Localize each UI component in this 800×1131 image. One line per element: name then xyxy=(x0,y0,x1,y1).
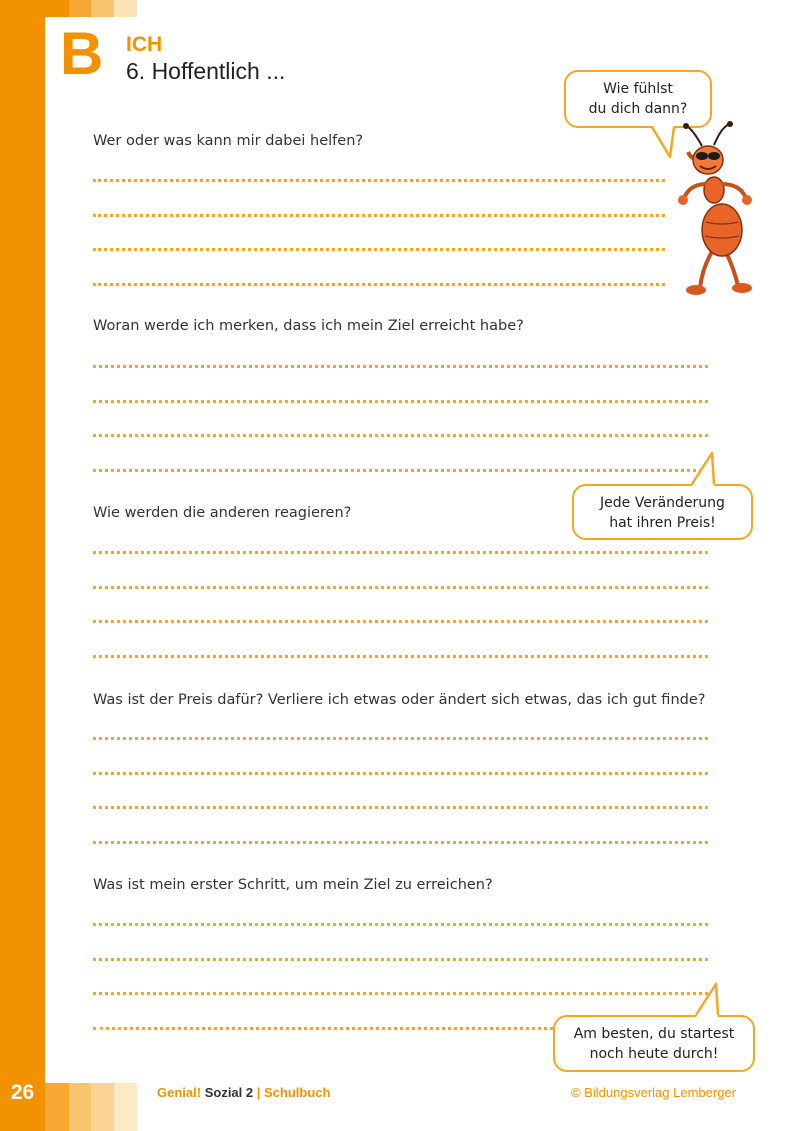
chapter-letter: B xyxy=(60,20,104,87)
question-text: Was ist der Preis dafür? Verliere ich etwas oder ändert sich etwas, das ich gut finde? xyxy=(93,692,706,708)
answer-line[interactable] xyxy=(93,958,708,961)
top-strip-segment xyxy=(69,0,91,17)
bottom-strip-segment xyxy=(114,1083,137,1131)
answer-line[interactable] xyxy=(93,772,708,775)
footer-brand: Genial! xyxy=(157,1085,202,1100)
bubble-text-line: du dich dann? xyxy=(588,101,688,117)
page-number: 26 xyxy=(10,1081,35,1104)
speech-bubble-bottom xyxy=(553,1015,755,1072)
answer-line[interactable] xyxy=(93,992,708,995)
footer-book-type: Schulbuch xyxy=(264,1085,331,1100)
answer-line[interactable] xyxy=(93,620,708,623)
answer-line[interactable] xyxy=(93,179,665,182)
bubble-text-line: hat ihren Preis! xyxy=(609,515,716,531)
bubble-text-line: Jede Veränderung xyxy=(600,495,725,511)
answer-line[interactable] xyxy=(93,806,708,809)
answer-line[interactable] xyxy=(93,586,708,589)
footer-separator: | xyxy=(256,1085,261,1100)
speech-bubble-tail xyxy=(692,982,722,1018)
left-sidebar-bar xyxy=(0,0,45,1131)
page-title: 6. Hoffentlich ... xyxy=(126,58,286,84)
answer-line[interactable] xyxy=(93,283,665,286)
footer-book-title xyxy=(157,1085,330,1100)
bottom-strip-segment xyxy=(45,1083,69,1131)
bubble-text-line: Am besten, du startest xyxy=(573,1026,735,1042)
answer-line[interactable] xyxy=(93,400,708,403)
top-strip-segment xyxy=(114,0,137,17)
bottom-strip-segment xyxy=(91,1083,114,1131)
question-text: Was ist mein erster Schritt, um mein Ziel zu erreichen? xyxy=(93,877,493,893)
footer-product: Sozial 2 xyxy=(204,1085,254,1100)
top-strip-segment xyxy=(45,0,69,17)
answer-line[interactable] xyxy=(93,469,708,472)
answer-line[interactable] xyxy=(93,248,665,251)
answer-line[interactable] xyxy=(93,1027,553,1030)
bottom-strip-segment xyxy=(69,1083,91,1131)
answer-line[interactable] xyxy=(93,841,708,844)
bubble-text-line: noch heute durch! xyxy=(589,1046,719,1062)
ant-mascot-illustration xyxy=(662,118,762,298)
bubble-text-line: Wie fühlst xyxy=(603,81,673,97)
top-strip-segment xyxy=(91,0,114,17)
answer-line[interactable] xyxy=(93,737,708,740)
answer-line[interactable] xyxy=(93,655,708,658)
speech-bubble-middle xyxy=(572,484,753,540)
question-text: Wie werden die anderen reagieren? xyxy=(93,505,352,521)
answer-line[interactable] xyxy=(93,434,708,437)
speech-bubble-tail xyxy=(688,451,718,487)
section-label: ICH xyxy=(126,33,163,56)
question-text: Woran werde ich merken, dass ich mein Ziel erreicht habe? xyxy=(93,318,524,334)
answer-line[interactable] xyxy=(93,551,708,554)
answer-line[interactable] xyxy=(93,365,708,368)
answer-line[interactable] xyxy=(93,923,708,926)
answer-line[interactable] xyxy=(93,214,665,217)
question-text: Wer oder was kann mir dabei helfen? xyxy=(93,133,364,149)
footer-copyright: © Bildungsverlag Lemberger xyxy=(571,1085,736,1100)
